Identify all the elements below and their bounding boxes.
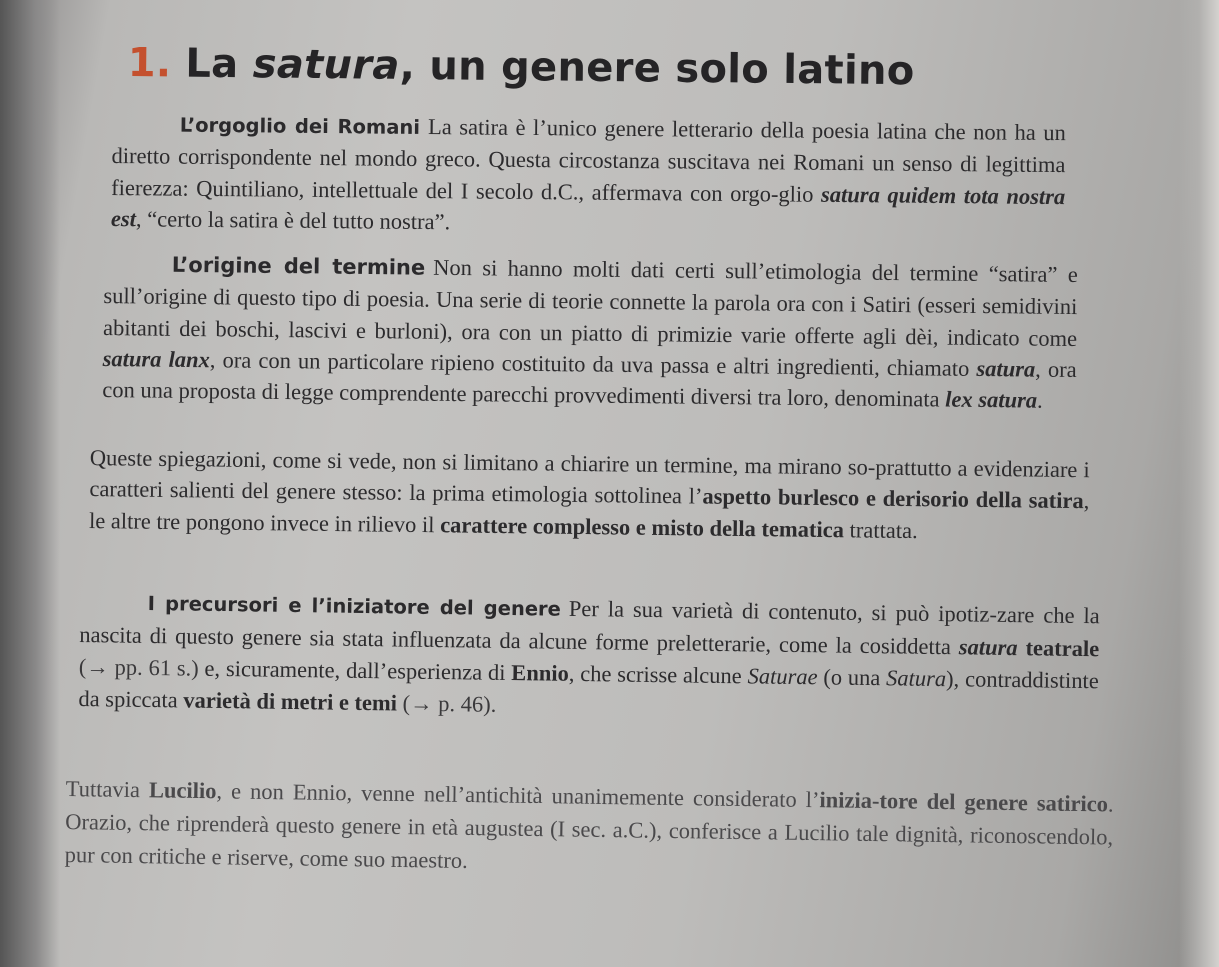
runhead-precursori: I precursori e l’iniziatore del genere <box>147 591 562 621</box>
paragraph-lucilio <box>65 772 1114 887</box>
italic-title: Satura <box>885 665 947 692</box>
paragraph-text: ), contraddistinte da spiccata <box>78 666 1099 713</box>
paragraph-precursori <box>78 586 1100 729</box>
latin-term: lex satura <box>945 386 1038 413</box>
heading-text-before: La <box>185 40 239 88</box>
latin-quote: satura quidem tota nostra est <box>110 181 1066 232</box>
bold-phrase: Ennio <box>511 660 570 686</box>
paragraph-text: , le altre tre pongono invece in rilievo il <box>88 488 1090 537</box>
paragraph-text: . Orazio, che riprenderà questo genere in età augustea (I sec. a.C.), conferisce a Lucilio tale dignità, riconoscendolo, pur con critiche e riserve, come suo maestro. <box>64 791 1114 873</box>
page-reference: (→ p. 46). <box>402 690 497 717</box>
heading-text-after: , un genere solo latino <box>399 42 915 95</box>
bold-phrase: Lucilio <box>148 777 217 804</box>
paragraph-text: e, sicuramente, dall’esperienza di <box>204 655 506 685</box>
italic-title: Saturae <box>747 663 818 690</box>
paragraph-text: (o una <box>823 664 881 691</box>
paragraph-text: Tuttavia <box>65 775 141 803</box>
paragraph-orgoglio <box>111 108 1066 243</box>
paragraph-text: , ora con una proposta di legge comprendente parecchi provvedimenti diversi tra loro, denominata <box>102 356 1077 412</box>
bold-phrase: varietà di metri e temi <box>183 687 398 716</box>
bold-phrase: carattere complesso e misto della tematica <box>440 511 845 542</box>
latin-term: satura <box>976 355 1036 382</box>
paragraph-text: Per la sua varietà di contenuto, si può ipotiz-zare che la nascita di questo genere sia stata influenzata da alcune forme preletterarie, come la cosiddetta <box>79 595 1100 660</box>
bold-phrase: inizia-tore del genere satirico <box>819 787 1109 817</box>
paragraph-spiegazioni <box>89 442 1090 548</box>
runhead-orgoglio: L’orgoglio dei Romani <box>179 113 421 139</box>
paragraph-text: , e non Ennio, venne nell’antichità unanimemente considerato l’ <box>216 778 820 813</box>
paragraph-text: Non si hanno molti dati certi sull’etimologia del termine “satira” e sull’origine di questo tipo di poesia. Una serie di teorie connette la parola ora con i Satiri (esseri semidivini abitanti dei boschi, lascivi e burloni), ora con un piatto di primizie varie offerte agli dèi, indicato come <box>102 254 1078 351</box>
paragraph-text: , ora con un particolare ripieno costituito da uva passa e altri ingredienti, chiamato <box>209 347 970 381</box>
paragraph-text: . <box>1036 387 1043 413</box>
bold-phrase: aspetto burlesco e derisorio della satira <box>702 483 1084 514</box>
paragraph-text: , che scrisse alcune <box>568 660 742 689</box>
bold-phrase: teatrale <box>1025 635 1100 662</box>
page-reference: (→ pp. 61 s.) <box>78 653 199 681</box>
paragraph-text: , “certo la satira è del tutto nostra”. <box>135 206 451 235</box>
latin-term: satura lanx <box>102 345 211 373</box>
paragraph-text: trattata. <box>849 516 918 543</box>
runhead-origine: L’origine del termine <box>171 252 426 280</box>
latin-term: satura <box>958 634 1018 661</box>
paragraph-text: La satira è l’unico genere letterario della poesia latina che non ha un diretto corrispondente nel mondo greco. Questa circostanza suscitava nei Romani un senso di legittima fierezza: Quintiliano, intellettuale del I secolo d.C., affermava con orgo-glio <box>111 114 1066 207</box>
section-heading <box>128 40 915 94</box>
section-number: 1. <box>127 40 172 87</box>
paragraph-text: Queste spiegazioni, come si vede, non si limitano a chiarire un termine, ma mirano so-prattutto a evidenziare i caratteri salienti del genere stesso: la prima etimologia sottolinea l’ <box>89 444 1090 509</box>
heading-italic-word: satura <box>252 41 400 89</box>
paragraph-origine <box>102 248 1078 417</box>
